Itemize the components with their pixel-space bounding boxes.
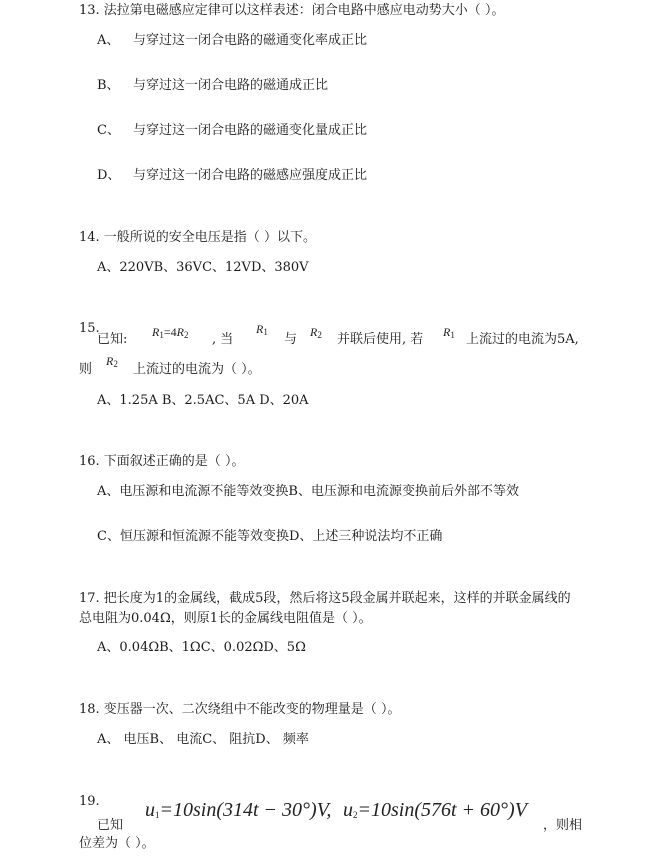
q13-stem: 13. 法拉第电磁感应定律可以这样表述：闭合电路中感应电动势大小（ ）。 (79, 3, 505, 18)
q15-formula: $R_1=4R_2$ (152, 325, 189, 340)
q13-option-a-letter: A、 (97, 33, 120, 48)
q17-stem-line2: 总电阻为0.04Ω，则原1长的金属线电阻值是（ ）。 (79, 611, 372, 626)
q18-stem: 18. 变压器一次、二次绕组中不能改变的物理量是（ ）。 (79, 702, 401, 717)
q13-option-d-letter: D、 (97, 168, 121, 183)
q14-stem: 14. 一般所说的安全电压是指（ ）以下。 (79, 230, 316, 245)
q13-option-b-text: 与穿过这一闭合电路的磁通成正比 (133, 78, 329, 93)
q15-known: 已知: (97, 332, 128, 347)
q19-line2: 位差为（ ）。 (79, 836, 155, 851)
q15-parallel: 并联后使用, 若 (337, 332, 424, 347)
q16-option-cd: C、恒压源和恒流源不能等效变换D、上述三种说法均不正确 (97, 529, 443, 544)
q15-r1: $R_1$ (256, 322, 268, 337)
q13-option-c-text: 与穿过这一闭合电路的磁通变化量成正比 (133, 123, 368, 138)
q15-and: 与 (284, 332, 298, 347)
q19-tail: ，则相 (543, 818, 583, 833)
q19-u1-formula: $u_1=10\sin(314t - 30^\circ)V$, (145, 799, 332, 821)
q19-u2-formula: $u_2=10\sin(576t + 60^\circ)V$ (343, 799, 527, 821)
q19-number: 19. (79, 794, 100, 809)
q15-r1b: $R_1$ (443, 325, 455, 340)
q15-then: 则 (79, 362, 93, 377)
q16-option-ab: A、电压源和电流源不能等效变换B、电压源和电流源变换前后外部不等效 (97, 484, 519, 499)
q17-options: A、0.04ΩB、1ΩC、0.02ΩD、5Ω (97, 640, 306, 655)
q15-current-text: 上流过的电流为5A, (466, 332, 579, 347)
q13-option-b-letter: B、 (97, 78, 120, 93)
q15-r2: $R_2$ (310, 325, 322, 340)
q19-known: 已知 (97, 818, 124, 833)
q15-options: A、1.25A B、2.5AC、5A D、20A (97, 393, 309, 408)
q13-option-a-text: 与穿过这一闭合电路的磁通变化率成正比 (133, 33, 368, 48)
q15-when: , 当 (212, 332, 234, 347)
q15-number: 15. (79, 321, 100, 336)
q15-r2b: $R_2$ (106, 354, 118, 369)
q13-option-c-letter: C、 (97, 123, 120, 138)
q18-options: A、 电压B、 电流C、 阻抗D、 频率 (97, 732, 309, 747)
q14-options: A、220VB、36VC、12VD、380V (97, 260, 309, 275)
q15-question: 上流过的电流为（ ）。 (133, 362, 261, 377)
q13-option-d-text: 与穿过这一闭合电路的磁感应强度成正比 (133, 168, 368, 183)
q17-stem-line1: 17. 把长度为1的金属线，截成5段，然后将这5段金属并联起来，这样的并联金属线的 (79, 591, 571, 606)
q16-stem: 16. 下面叙述正确的是（ ）。 (79, 454, 245, 469)
